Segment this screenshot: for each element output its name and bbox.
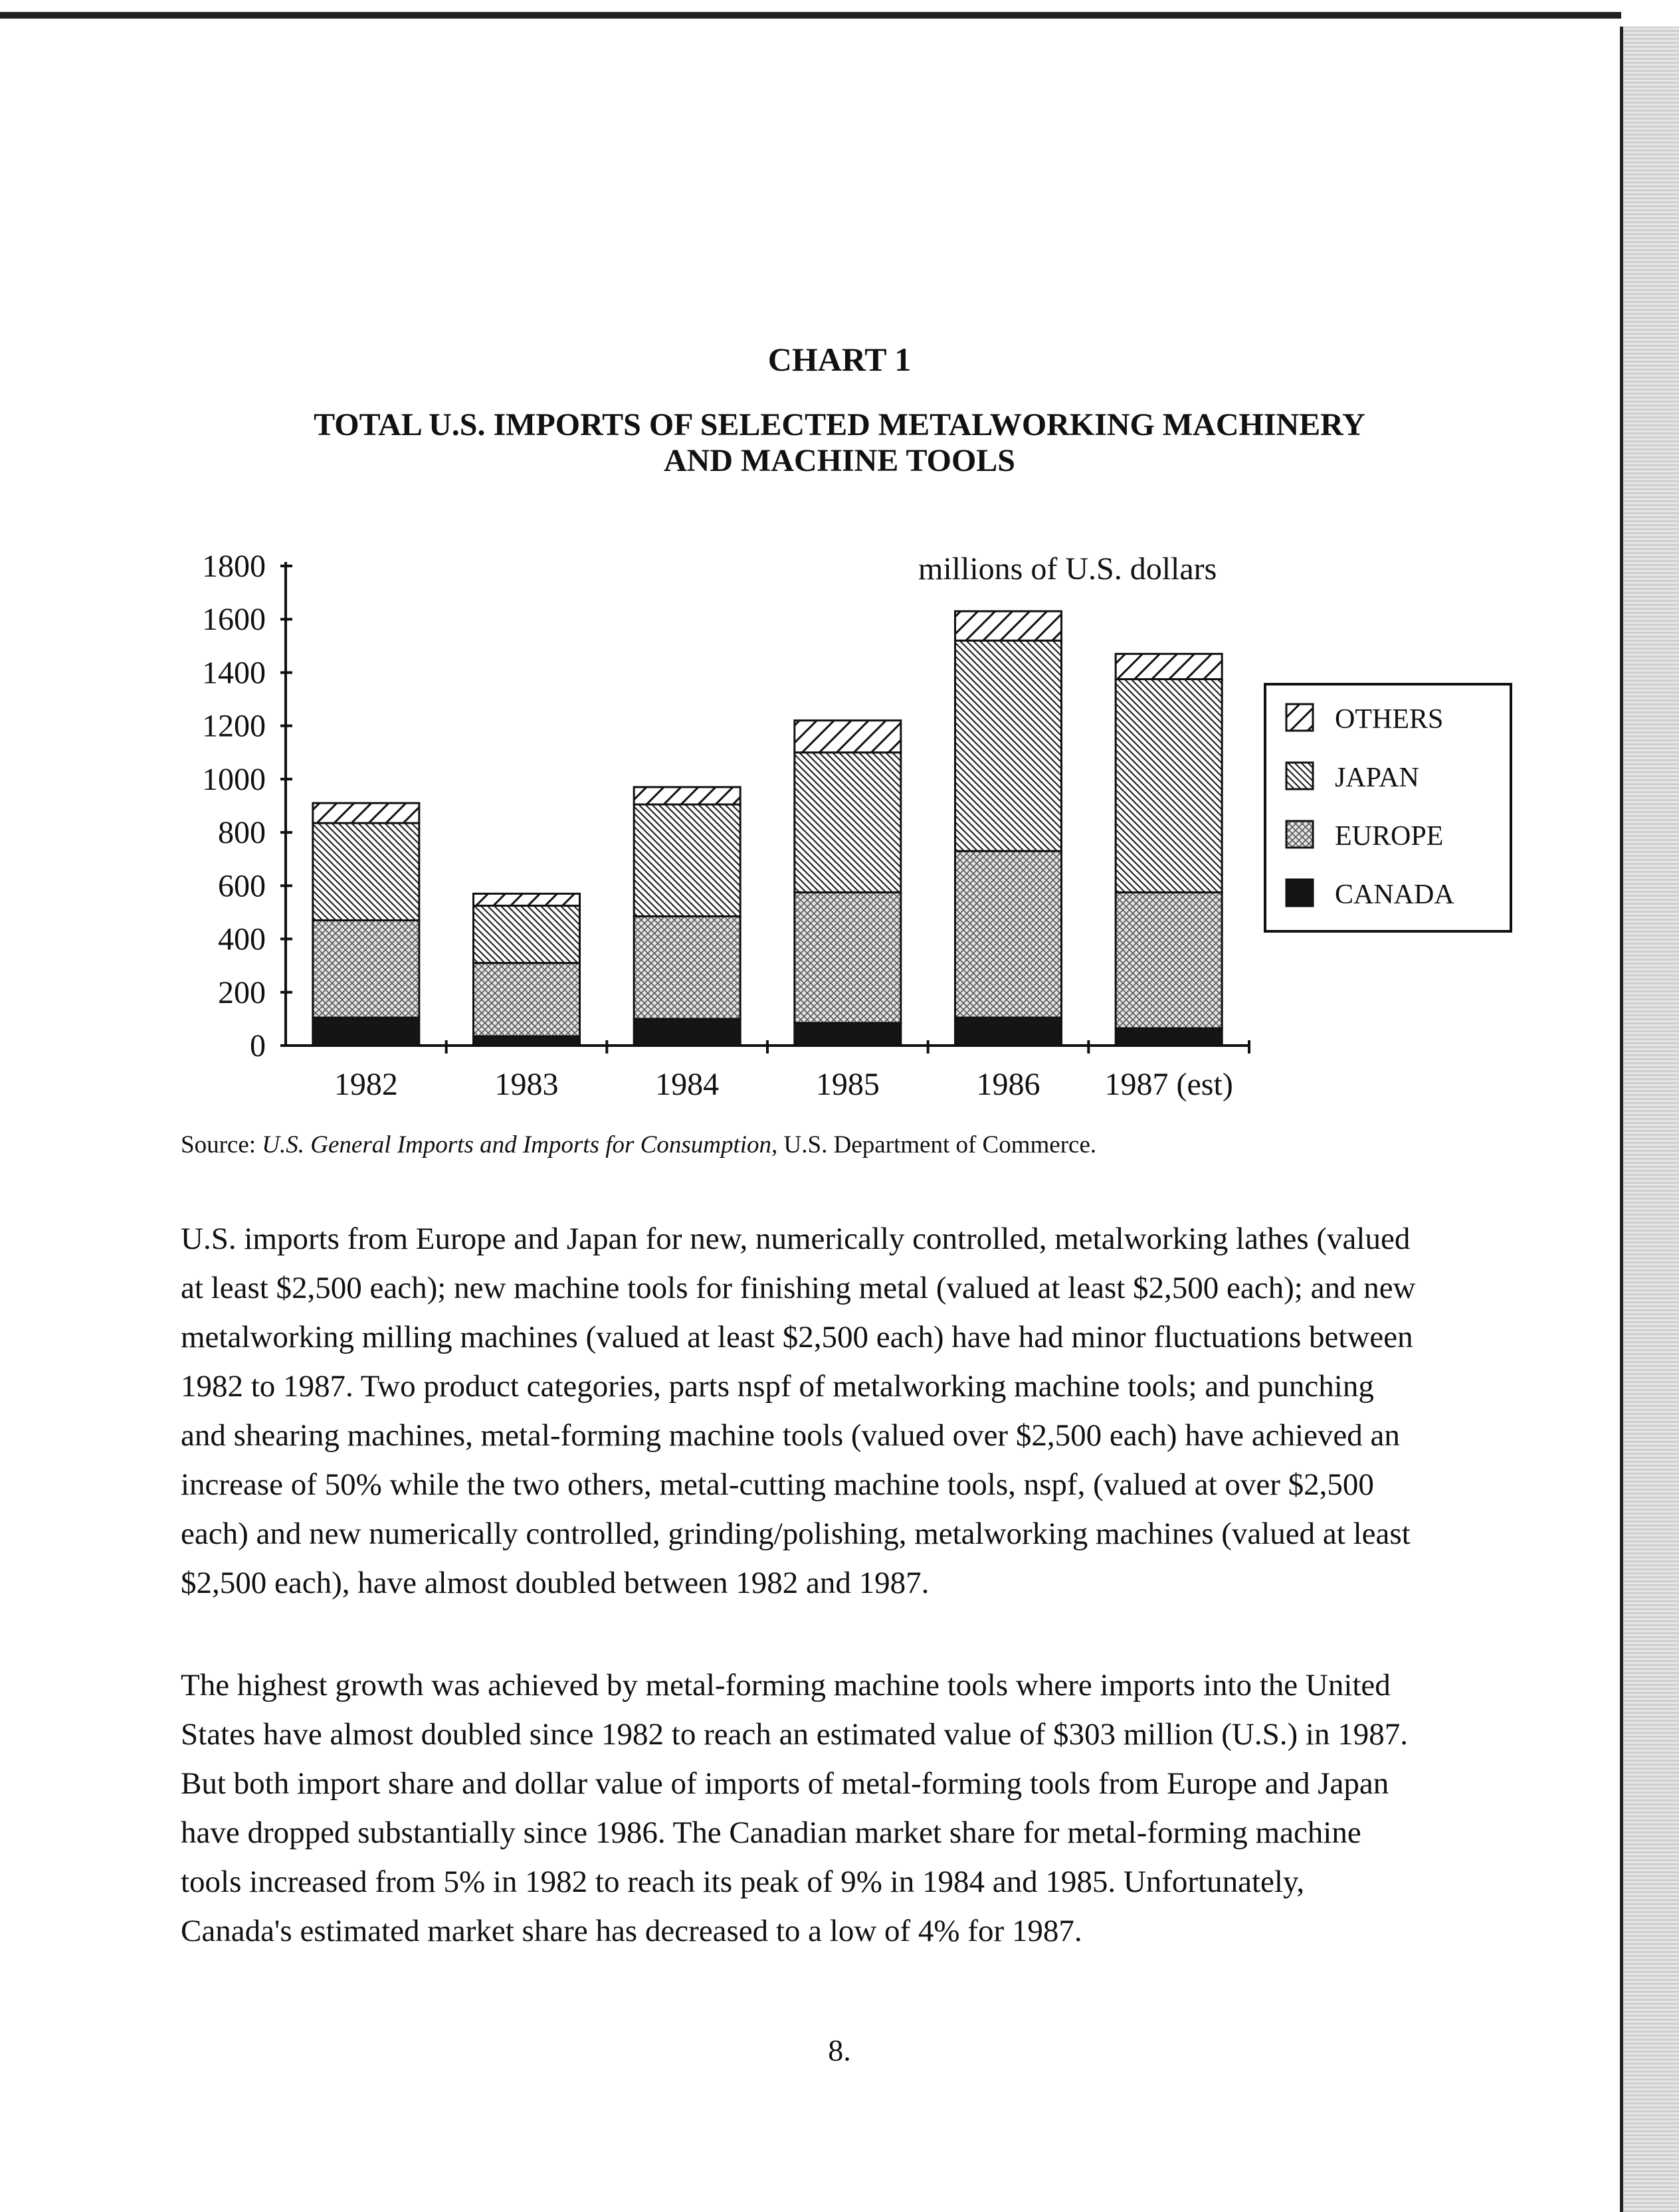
paragraph-line: metalworking milling machines (valued at least $2,500 each) have had minor fluctuations between [181, 1320, 1413, 1354]
paragraph-line: But both import share and dollar value of imports of metal-forming tools from Europe and Japan [181, 1766, 1389, 1801]
bar-segment-europe-1987 [1116, 892, 1222, 1028]
bar-segment-canada-1985 [795, 1023, 901, 1046]
source-suffix: U.S. Department of Commerce. [777, 1131, 1097, 1158]
paragraph-line: Canada's estimated market share has decreased to a low of 4% for 1987. [181, 1914, 1082, 1948]
chart-title-line2: AND MACHINE TOOLS [664, 443, 1015, 478]
paragraph-1 [181, 1214, 1493, 1608]
chart-number: CHART 1 [767, 341, 912, 378]
bar-segment-europe-1983 [474, 963, 580, 1036]
x-tick-label: 1985 [815, 1067, 880, 1102]
y-tick-label: 800 [218, 815, 266, 851]
source-title: U.S. General Imports and Imports for Consumption, [262, 1131, 778, 1158]
y-tick-label: 400 [218, 921, 266, 957]
legend-label-europe: EUROPE [1335, 821, 1444, 852]
paragraph-2 [181, 1661, 1493, 1956]
y-tick-label: 200 [218, 974, 266, 1010]
bar-segment-others-1983 [474, 893, 580, 905]
bar-segment-europe-1985 [795, 892, 901, 1023]
x-tick-label: 1982 [334, 1067, 398, 1102]
bar-segment-japan-1983 [474, 905, 580, 963]
bar-segment-japan-1982 [313, 823, 419, 920]
bar-segment-canada-1982 [313, 1018, 419, 1046]
legend-label-japan: JAPAN [1335, 763, 1419, 793]
paragraph-line: have dropped substantially since 1986. The Canadian market share for metal-forming machine [181, 1815, 1361, 1850]
bar-segment-others-1987 [1116, 654, 1222, 679]
chart-legend [1265, 684, 1511, 931]
paragraph-line: and shearing machines, metal-forming machine tools (valued over $2,500 each) have achieved an [181, 1418, 1400, 1453]
y-tick-label: 600 [218, 868, 266, 904]
y-axis-unit-label: millions of U.S. dollars [918, 551, 1217, 587]
bar-segment-others-1985 [795, 721, 901, 753]
legend-swatch-europe [1286, 821, 1313, 848]
paragraph-line: The highest growth was achieved by metal-forming machine tools where imports into the United [181, 1668, 1391, 1703]
legend-label-others: OTHERS [1335, 704, 1444, 735]
chart-title-line1: TOTAL U.S. IMPORTS OF SELECTED METALWORKING MACHINERY [314, 407, 1365, 442]
x-tick-label: 1987 (est) [1104, 1067, 1233, 1102]
x-tick-label: 1983 [494, 1067, 559, 1102]
bar-segment-others-1984 [634, 787, 740, 804]
x-tick-label: 1984 [655, 1067, 720, 1102]
bar-segment-others-1982 [313, 803, 419, 823]
bar-segment-europe-1982 [313, 920, 419, 1017]
paragraph-line: U.S. imports from Europe and Japan for new, numerically controlled, metalworking lathes (valued [181, 1222, 1411, 1256]
bar-segment-others-1986 [955, 611, 1062, 640]
bar-segment-japan-1985 [795, 753, 901, 893]
bar-segment-europe-1984 [634, 916, 740, 1018]
y-tick-label: 1600 [202, 602, 266, 638]
paragraph-line: States have almost doubled since 1982 to reach an estimated value of $303 million (U.S.) in 1987. [181, 1717, 1408, 1752]
bar-segment-japan-1986 [955, 640, 1062, 851]
chart-source-note [181, 1131, 1096, 1159]
legend-swatch-japan [1286, 763, 1313, 789]
y-tick-label: 0 [250, 1028, 266, 1063]
y-tick-label: 1800 [202, 549, 266, 584]
page-number: 8. [828, 2033, 851, 2067]
bar-segment-europe-1986 [955, 851, 1062, 1018]
paragraph-line: each) and new numerically controlled, grinding/polishing, metalworking machines (valued at least [181, 1517, 1411, 1551]
y-tick-label: 1000 [202, 761, 266, 797]
bar-segment-canada-1983 [474, 1036, 580, 1046]
legend-swatch-others [1286, 704, 1313, 731]
bar-segment-canada-1987 [1116, 1028, 1222, 1046]
paragraph-line: tools increased from 5% in 1982 to reach its peak of 9% in 1984 and 1985. Unfortunately, [181, 1865, 1305, 1899]
x-tick-label: 1986 [976, 1067, 1040, 1102]
paragraph-line: increase of 50% while the two others, metal-cutting machine tools, nspf, (valued at over $2,500 [181, 1467, 1374, 1502]
paragraph-line: 1982 to 1987. Two product categories, parts nspf of metalworking machine tools; and punching [181, 1369, 1374, 1404]
bar-segment-japan-1987 [1116, 679, 1222, 892]
legend-swatch-canada [1286, 879, 1313, 906]
paragraph-line: at least $2,500 each); new machine tools for finishing metal (valued at least $2,500 each); and new [181, 1271, 1416, 1305]
y-tick-label: 1400 [202, 655, 266, 691]
chart-bars [313, 611, 1222, 1046]
source-prefix: Source: [181, 1131, 262, 1158]
legend-label-canada: CANADA [1335, 879, 1454, 910]
y-tick-label: 1200 [202, 708, 266, 744]
bar-segment-japan-1984 [634, 804, 740, 916]
paragraph-line: $2,500 each), have almost doubled between 1982 and 1987. [181, 1566, 930, 1600]
chart-axes [280, 562, 1249, 1054]
bar-segment-canada-1984 [634, 1019, 740, 1046]
bar-segment-canada-1986 [955, 1018, 1062, 1046]
